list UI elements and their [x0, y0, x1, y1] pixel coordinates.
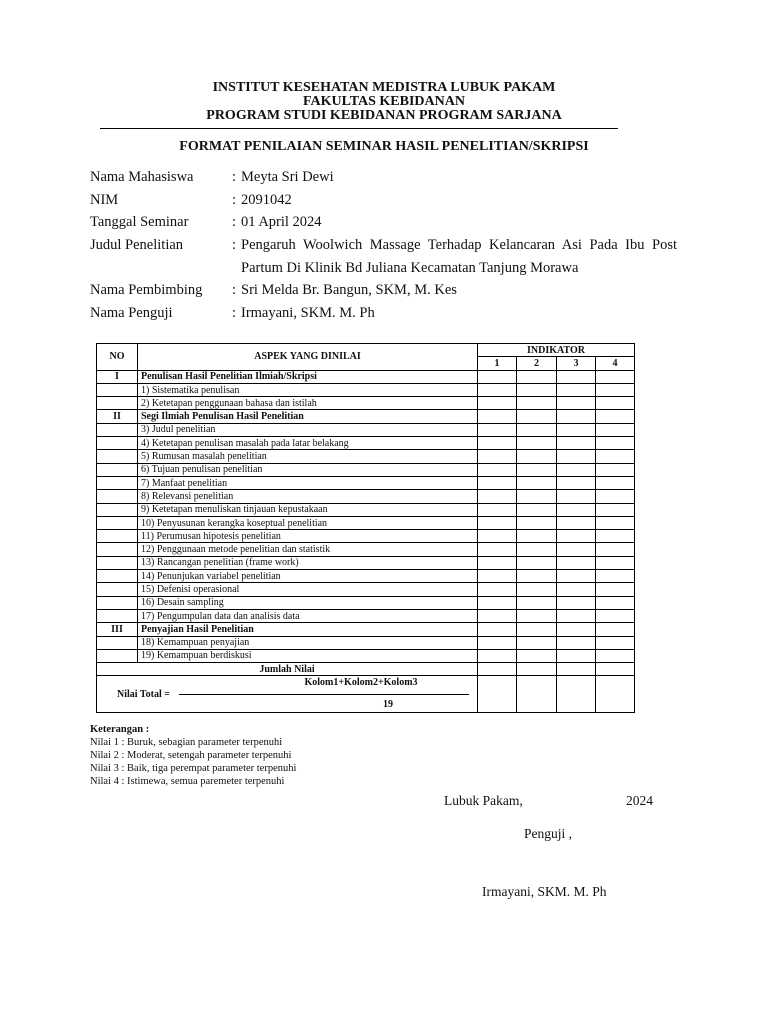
legend-item: Nilai 3 : Baik, tiga perempat parameter terpenuhi — [90, 763, 297, 774]
score-cell[interactable] — [478, 676, 517, 713]
student-name-value: Meyta Sri Dewi — [241, 169, 334, 185]
score-cell[interactable] — [517, 530, 557, 543]
score-cell[interactable] — [557, 556, 596, 569]
score-cell[interactable] — [478, 516, 517, 529]
score-cell[interactable] — [557, 463, 596, 476]
aspect-item: 7) Manfaat penelitian — [138, 476, 478, 489]
score-cell[interactable] — [596, 423, 635, 436]
score-cell[interactable] — [596, 383, 635, 396]
score-cell[interactable] — [596, 370, 635, 383]
score-cell[interactable] — [517, 543, 557, 556]
signature-place: Lubuk Pakam, — [444, 793, 523, 808]
section-row — [97, 370, 635, 383]
supervisor-label: Nama Pembimbing — [90, 282, 203, 298]
score-cell[interactable] — [596, 490, 635, 503]
table-row — [97, 516, 635, 529]
examiner-label: Nama Penguji — [90, 305, 173, 321]
score-cell[interactable] — [596, 556, 635, 569]
colon: : — [232, 214, 237, 230]
student-name-label: Nama Mahasiswa — [90, 169, 194, 185]
score-cell[interactable] — [596, 463, 635, 476]
score-cell[interactable] — [596, 503, 635, 516]
score-cell[interactable] — [478, 410, 517, 423]
section-title: Penyajian Hasil Penelitian — [138, 623, 478, 636]
table-row — [97, 583, 635, 596]
aspect-item: 8) Relevansi penelitian — [138, 490, 478, 503]
score-cell[interactable] — [596, 410, 635, 423]
supervisor-value: Sri Melda Br. Bangun, SKM, M. Kes — [241, 282, 457, 298]
aspect-item: 13) Rancangan penelitian (frame work) — [138, 556, 478, 569]
legend-item: Nilai 1 : Buruk, sebagian parameter terpenuhi — [90, 737, 283, 748]
score-cell[interactable] — [557, 423, 596, 436]
score-cell[interactable] — [517, 570, 557, 583]
score-cell[interactable] — [517, 437, 557, 450]
examiner-value: Irmayani, SKM. M. Ph — [241, 305, 375, 321]
score-cell[interactable] — [478, 530, 517, 543]
score-cell[interactable] — [557, 596, 596, 609]
table-row — [97, 476, 635, 489]
score-cell[interactable] — [517, 583, 557, 596]
score-cell[interactable] — [596, 596, 635, 609]
score-cell[interactable] — [517, 476, 557, 489]
score-cell[interactable] — [517, 463, 557, 476]
table-row — [97, 423, 635, 436]
score-cell[interactable] — [478, 543, 517, 556]
score-cell[interactable] — [517, 397, 557, 410]
score-cell[interactable] — [557, 516, 596, 529]
score-cell[interactable] — [596, 609, 635, 622]
header-divider — [100, 128, 618, 129]
score-cell[interactable] — [557, 543, 596, 556]
section-number: II — [97, 410, 138, 423]
legend-item: Nilai 4 : Istimewa, semua paremeter terpenuhi — [90, 776, 285, 787]
score-cell[interactable] — [596, 543, 635, 556]
score-cell[interactable] — [557, 649, 596, 662]
score-cell[interactable] — [517, 596, 557, 609]
score-cell[interactable] — [478, 370, 517, 383]
score-cell[interactable] — [478, 503, 517, 516]
colon: : — [232, 282, 237, 298]
indicator-1-header: 1 — [478, 357, 517, 370]
score-cell[interactable] — [517, 450, 557, 463]
score-cell[interactable] — [557, 636, 596, 649]
section-title: Penulisan Hasil Penelitian Ilmiah/Skripsi — [138, 370, 478, 383]
score-cell[interactable] — [596, 530, 635, 543]
column-header-aspect: ASPEK YANG DINILAI — [138, 344, 478, 371]
score-cell[interactable] — [478, 663, 517, 676]
score-cell[interactable] — [478, 623, 517, 636]
table-row — [97, 570, 635, 583]
final-score-row — [97, 676, 635, 713]
evaluation-table — [96, 343, 635, 713]
score-cell[interactable] — [517, 663, 557, 676]
score-cell[interactable] — [478, 423, 517, 436]
score-cell[interactable] — [557, 609, 596, 622]
score-cell[interactable] — [596, 397, 635, 410]
score-cell[interactable] — [478, 556, 517, 569]
aspect-item: 10) Penyusunan kerangka koseptual penelitian — [138, 516, 478, 529]
research-title-line2: Partum Di Klinik Bd Juliana Kecamatan Tanjung Morawa — [241, 260, 579, 276]
score-cell[interactable] — [557, 583, 596, 596]
aspect-item: 11) Perumusan hipotesis penelitian — [138, 530, 478, 543]
score-cell[interactable] — [478, 476, 517, 489]
score-cell[interactable] — [596, 636, 635, 649]
table-row — [97, 596, 635, 609]
score-cell[interactable] — [596, 663, 635, 676]
indicator-3-header: 3 — [557, 357, 596, 370]
aspect-item: 9) Ketetapan menuliskan tinjauan kepustakaan — [138, 503, 478, 516]
score-cell[interactable] — [478, 596, 517, 609]
score-cell[interactable] — [557, 663, 596, 676]
score-cell[interactable] — [478, 397, 517, 410]
score-cell[interactable] — [596, 676, 635, 713]
signature-name: Irmayani, SKM. M. Ph — [482, 884, 607, 899]
score-cell[interactable] — [478, 437, 517, 450]
nim-label: NIM — [90, 192, 119, 208]
score-cell[interactable] — [557, 370, 596, 383]
score-cell[interactable] — [557, 623, 596, 636]
table-row — [97, 463, 635, 476]
aspect-item: 14) Penunjukan variabel penelitian — [138, 570, 478, 583]
table-row — [97, 397, 635, 410]
indicator-2-header: 2 — [517, 357, 557, 370]
table-row — [97, 383, 635, 396]
score-cell[interactable] — [517, 423, 557, 436]
score-cell[interactable] — [478, 383, 517, 396]
score-cell[interactable] — [478, 583, 517, 596]
table-row — [97, 609, 635, 622]
score-cell[interactable] — [478, 490, 517, 503]
formula-numerator: Kolom1+Kolom2+Kolom3 — [304, 677, 418, 689]
fraction-line — [179, 694, 469, 695]
score-cell[interactable] — [517, 516, 557, 529]
score-cell[interactable] — [596, 623, 635, 636]
score-cell[interactable] — [517, 490, 557, 503]
score-cell[interactable] — [596, 437, 635, 450]
score-cell[interactable] — [557, 530, 596, 543]
table-row — [97, 530, 635, 543]
score-cell[interactable] — [557, 490, 596, 503]
formula-denominator: 19 — [383, 699, 393, 711]
aspect-item: 4) Ketetapan penulisan masalah pada latar belakang — [138, 437, 478, 450]
score-cell[interactable] — [517, 503, 557, 516]
institution-name: INSTITUT KESEHATAN MEDISTRA LUBUK PAKAM — [212, 80, 556, 95]
score-cell[interactable] — [557, 383, 596, 396]
table-row — [97, 556, 635, 569]
signature-role: Penguji , — [524, 826, 573, 841]
research-title-line1: Pengaruh Woolwich Massage Terhadap Kelancaran Asi Pada Ibu Post — [241, 237, 677, 253]
score-cell[interactable] — [517, 370, 557, 383]
total-sum-label: Jumlah Nilai — [97, 663, 478, 676]
section-number: I — [97, 370, 138, 383]
table-row — [97, 649, 635, 662]
table-row — [97, 450, 635, 463]
score-cell[interactable] — [517, 636, 557, 649]
indicator-4-header: 4 — [596, 357, 635, 370]
score-cell[interactable] — [517, 410, 557, 423]
signature-year: 2024 — [626, 793, 653, 808]
aspect-item: 5) Rumusan masalah penelitian — [138, 450, 478, 463]
aspect-item: 3) Judul penelitian — [138, 423, 478, 436]
aspect-item: 16) Desain sampling — [138, 596, 478, 609]
score-cell[interactable] — [478, 609, 517, 622]
aspect-item: 17) Pengumpulan data dan analisis data — [138, 609, 478, 622]
score-cell[interactable] — [557, 570, 596, 583]
colon: : — [232, 237, 237, 253]
score-cell[interactable] — [596, 649, 635, 662]
seminar-date-value: 01 April 2024 — [241, 214, 322, 230]
score-cell[interactable] — [557, 503, 596, 516]
faculty-name: FAKULTAS KEBIDANAN — [303, 94, 465, 109]
score-cell[interactable] — [557, 410, 596, 423]
column-header-no: NO — [97, 344, 138, 371]
aspect-item: 19) Kemampuan berdiskusi — [138, 649, 478, 662]
aspect-item: 12) Penggunaan metode penelitian dan statistik — [138, 543, 478, 556]
table-row — [97, 543, 635, 556]
table-row — [97, 503, 635, 516]
aspect-item: 1) Sistematika penulisan — [138, 383, 478, 396]
score-cell[interactable] — [557, 476, 596, 489]
aspect-item: 2) Ketetapan penggunaan bahasa dan istilah — [138, 397, 478, 410]
score-cell[interactable] — [596, 516, 635, 529]
section-row — [97, 410, 635, 423]
table-row — [97, 437, 635, 450]
score-cell[interactable] — [517, 609, 557, 622]
score-cell[interactable] — [557, 676, 596, 713]
score-cell[interactable] — [517, 383, 557, 396]
score-cell[interactable] — [596, 570, 635, 583]
score-cell[interactable] — [517, 649, 557, 662]
score-cell[interactable] — [478, 636, 517, 649]
final-score-formula — [97, 676, 478, 713]
program-name: PROGRAM STUDI KEBIDANAN PROGRAM SARJANA — [206, 108, 562, 123]
score-cell[interactable] — [517, 676, 557, 713]
research-title-label: Judul Penelitian — [90, 237, 184, 253]
score-cell[interactable] — [478, 463, 517, 476]
colon: : — [232, 192, 237, 208]
legend-item: Nilai 2 : Moderat, setengah parameter terpenuhi — [90, 750, 292, 761]
section-number: III — [97, 623, 138, 636]
nim-value: 2091042 — [241, 192, 292, 208]
score-cell[interactable] — [517, 556, 557, 569]
score-cell[interactable] — [478, 450, 517, 463]
score-cell[interactable] — [517, 623, 557, 636]
final-score-label: Nilai Total = — [117, 689, 170, 701]
aspect-item: 18) Kemampuan penyajian — [138, 636, 478, 649]
score-cell[interactable] — [557, 437, 596, 450]
score-cell[interactable] — [557, 397, 596, 410]
aspect-item: 15) Defenisi operasional — [138, 583, 478, 596]
aspect-item: 6) Tujuan penulisan penelitian — [138, 463, 478, 476]
section-row — [97, 623, 635, 636]
table-row — [97, 636, 635, 649]
score-cell[interactable] — [596, 450, 635, 463]
colon: : — [232, 305, 237, 321]
score-cell[interactable] — [596, 476, 635, 489]
total-sum-row — [97, 663, 635, 676]
colon: : — [232, 169, 237, 185]
section-title: Segi Ilmiah Penulisan Hasil Penelitian — [138, 410, 478, 423]
score-cell[interactable] — [478, 649, 517, 662]
column-header-indicator: INDIKATOR — [478, 344, 635, 357]
form-title: FORMAT PENILAIAN SEMINAR HASIL PENELITIAN/SKRIPSI — [179, 139, 589, 154]
legend-title: Keterangan : — [90, 724, 150, 735]
score-cell[interactable] — [478, 570, 517, 583]
score-cell[interactable] — [557, 450, 596, 463]
seminar-date-label: Tanggal Seminar — [90, 214, 189, 230]
score-cell[interactable] — [596, 583, 635, 596]
table-row — [97, 490, 635, 503]
